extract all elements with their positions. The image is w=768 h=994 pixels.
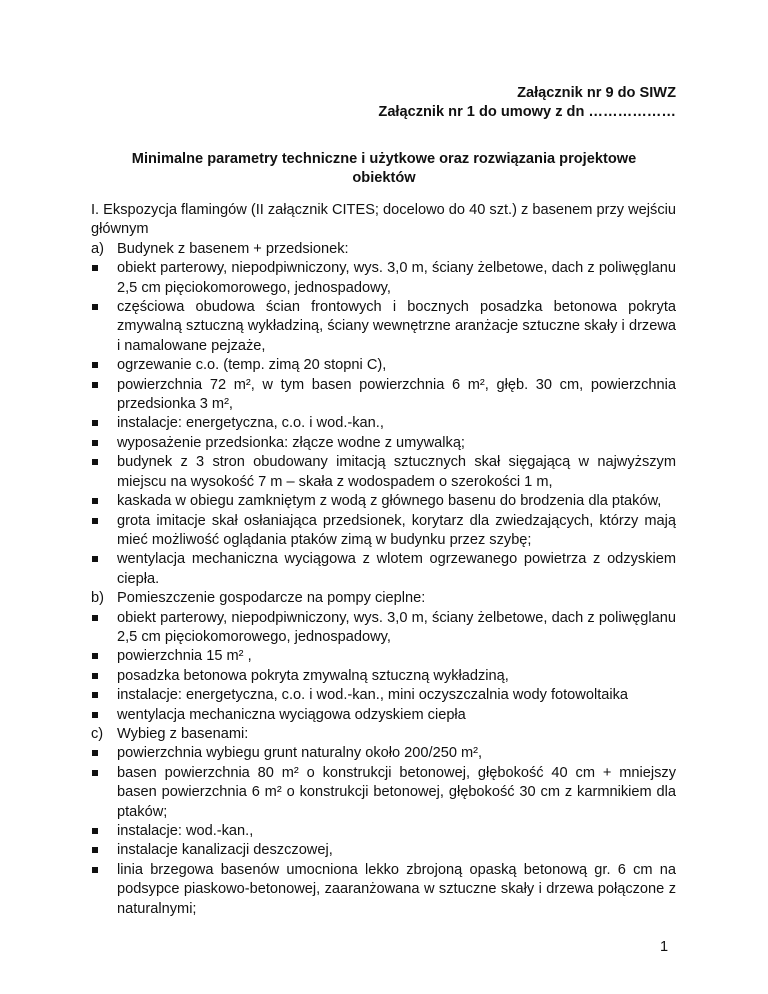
list-item: obiekt parterowy, niepodpiwniczony, wys. 3,0 m, ściany żelbetowe, dach z poliwęglanu 2,5 cm pięciokomorowego, jednospadowy, <box>91 609 676 648</box>
page-number: 1 <box>660 939 669 955</box>
subsection-c-label <box>91 725 676 744</box>
bullet-icon <box>92 498 98 504</box>
bullet-icon <box>92 867 98 873</box>
list-item: powierzchnia 72 m², w tym basen powierzchnia 6 m², głęb. 30 cm, powierzchnia przedsionka 3 m², <box>91 376 676 415</box>
list-item: wentylacja mechaniczna wyciągowa odzyskiem ciepła <box>91 706 676 725</box>
header-annex-9: Załącznik nr 9 do SIWZ <box>517 85 676 101</box>
list-item: obiekt parterowy, niepodpiwniczony, wys. 3,0 m, ściany żelbetowe, dach z poliwęglanu 2,5 cm pięciokomorowego, jednospadowy, <box>91 259 676 298</box>
list-item: linia brzegowa basenów umocniona lekko zbrojoną opaską betonową gr. 6 cm na podsypce piaskowo-betonowej, zaaranżowana w sztuczne skały i drzewa połączone z naturalnymi; <box>91 861 676 919</box>
list-item: instalacje kanalizacji deszczowej, <box>91 841 676 860</box>
section-heading: I. Ekspozycja flamingów (II załącznik CITES; docelowo do 40 szt.) z basenem przy wejściu głównym <box>91 202 676 238</box>
subsection-letter: b) <box>91 590 104 607</box>
bullet-icon <box>92 653 98 659</box>
bullet-icon <box>92 556 98 562</box>
bullet-icon <box>92 265 98 271</box>
list-item: instalacje: energetyczna, c.o. i wod.-kan., <box>91 414 676 433</box>
list-item: częściowa obudowa ścian frontowych i bocznych posadzka betonowa pokryta zmywalną sztuczną wykładziną, ściany wewnętrzne aranżacje sztuczne skały i drzewa i namalowane pejzaże, <box>91 298 676 356</box>
subsection-title: Pomieszczenie gospodarcze na pompy cieplne: <box>117 590 426 607</box>
list-item: wyposażenie przedsionka: złącze wodne z umywalką; <box>91 434 676 453</box>
list-item: posadzka betonowa pokryta zmywalną sztuczną wykładziną, <box>91 667 676 686</box>
bullet-icon <box>92 362 98 368</box>
document-title: Minimalne parametry techniczne i użytkowe oraz rozwiązania projektowe obiektów <box>131 151 637 186</box>
list-item: wentylacja mechaniczna wyciągowa z wlotem ogrzewanego powietrza z odzyskiem ciepła. <box>91 550 676 589</box>
list-item: powierzchnia 15 m² , <box>91 647 676 666</box>
bullet-icon <box>92 518 98 524</box>
bullet-icon <box>92 712 98 718</box>
bullet-icon <box>92 828 98 834</box>
subsection-letter: c) <box>91 725 104 742</box>
bullet-icon <box>92 382 98 388</box>
subsection-letter: a) <box>91 240 104 257</box>
bullet-icon <box>92 770 98 776</box>
bullet-icon <box>92 847 98 853</box>
subsection-title: Wybieg z basenami: <box>117 725 249 742</box>
subsection-a-label <box>91 240 676 259</box>
bullet-icon <box>92 750 98 756</box>
bullet-icon <box>92 420 98 426</box>
list-item: instalacje: energetyczna, c.o. i wod.-kan., mini oczyszczalnia wody fotowoltaika <box>91 686 676 705</box>
bullet-icon <box>92 304 98 310</box>
list-item: kaskada w obiegu zamkniętym z wodą z głównego basenu do brodzenia dla ptaków, <box>91 492 676 511</box>
subsection-title: Budynek z basenem + przedsionek: <box>117 240 349 257</box>
list-item: grota imitacje skał osłaniająca przedsionek, korytarz dla zwiedzających, którzy mają mieć możliwość oglądania ptaków zimą w budynku przez szybę; <box>91 512 676 551</box>
subsection-b-label <box>91 589 676 608</box>
list-item: instalacje: wod.-kan., <box>91 822 676 841</box>
header-annex-1: Załącznik nr 1 do umowy z dn ……………… <box>378 104 676 121</box>
bullet-icon <box>92 440 98 446</box>
bullet-icon <box>92 459 98 465</box>
bullet-icon <box>92 673 98 679</box>
list-item: powierzchnia wybiegu grunt naturalny około 200/250 m², <box>91 744 676 763</box>
bullet-icon <box>92 615 98 621</box>
document-body <box>91 201 676 919</box>
bullet-icon <box>92 692 98 698</box>
list-item: budynek z 3 stron obudowany imitacją sztucznych skał sięgającą w najwyższym miejscu na wysokość 7 m – skała z wodospadem o szerokości 1 m, <box>91 453 676 492</box>
list-item: ogrzewanie c.o. (temp. zimą 20 stopni C), <box>91 356 676 375</box>
header-block <box>116 84 676 123</box>
list-item: basen powierzchnia 80 m² o konstrukcji betonowej, głębokość 40 cm + mniejszy basen powierzchnia 6 m² o konstrukcji betonowej, głębokość 30 cm z karmnikiem dla ptaków; <box>91 764 676 822</box>
